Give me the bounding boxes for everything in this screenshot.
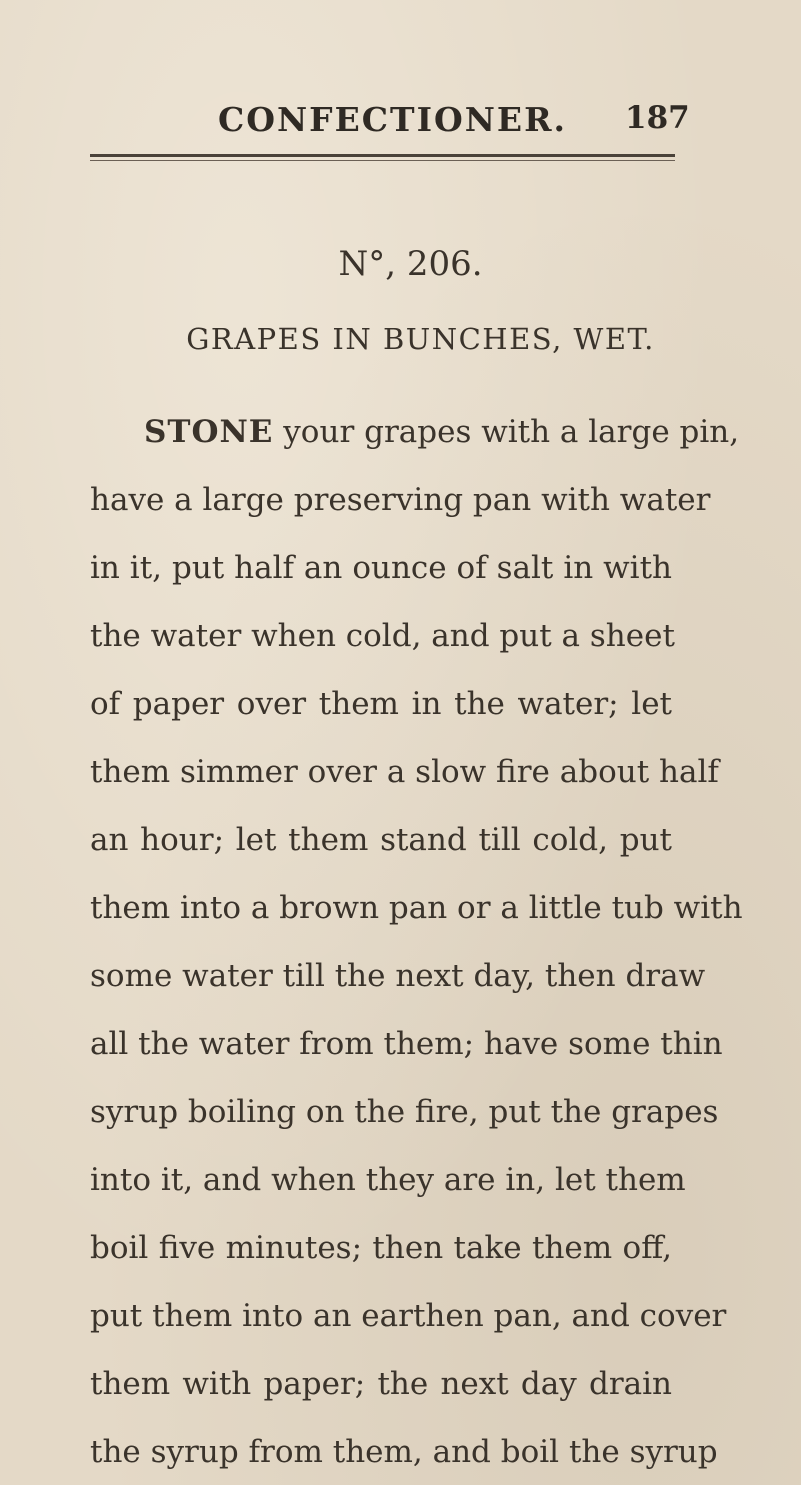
text-line (144, 412, 740, 452)
recipe-title: GRAPES IN BUNCHES, WET. (186, 322, 655, 356)
text-line: put them into an earthen pan, and cover (90, 1298, 727, 1334)
text-line: some water till the next day, then draw (90, 958, 706, 994)
text-line: of paper over them in the water; let (90, 686, 672, 722)
header-rule (90, 154, 675, 157)
text-line: all the water from them; have some thin (90, 1026, 723, 1062)
text-line: have a large preserving pan with water (90, 482, 711, 518)
text-line: them with paper; the next day drain (90, 1366, 672, 1402)
recipe-number: N°, 206. (338, 244, 483, 284)
text-line: into it, and when they are in, let them (90, 1162, 686, 1198)
line-text: your grapes with a large pin, (283, 414, 740, 450)
lead-word: STONE (144, 414, 274, 450)
running-head (0, 100, 801, 150)
text-line: an hour; let them stand till cold, put (90, 822, 672, 858)
text-line: in it, put half an ounce of salt in with (90, 550, 672, 586)
running-title: CONFECTIONER. (218, 100, 567, 139)
header-rule-thin (90, 160, 675, 161)
text-line: them simmer over a slow fire about half (90, 754, 719, 790)
text-line: syrup boiling on the fire, put the grapes (90, 1094, 719, 1130)
page-number: 187 (625, 100, 690, 136)
text-line: them into a brown pan or a little tub with (90, 890, 743, 926)
text-line: boil five minutes; then take them off, (90, 1230, 672, 1266)
text-line: the water when cold, and put a sheet (90, 618, 675, 654)
text-line: the syrup from them, and boil the syrup (90, 1434, 718, 1470)
